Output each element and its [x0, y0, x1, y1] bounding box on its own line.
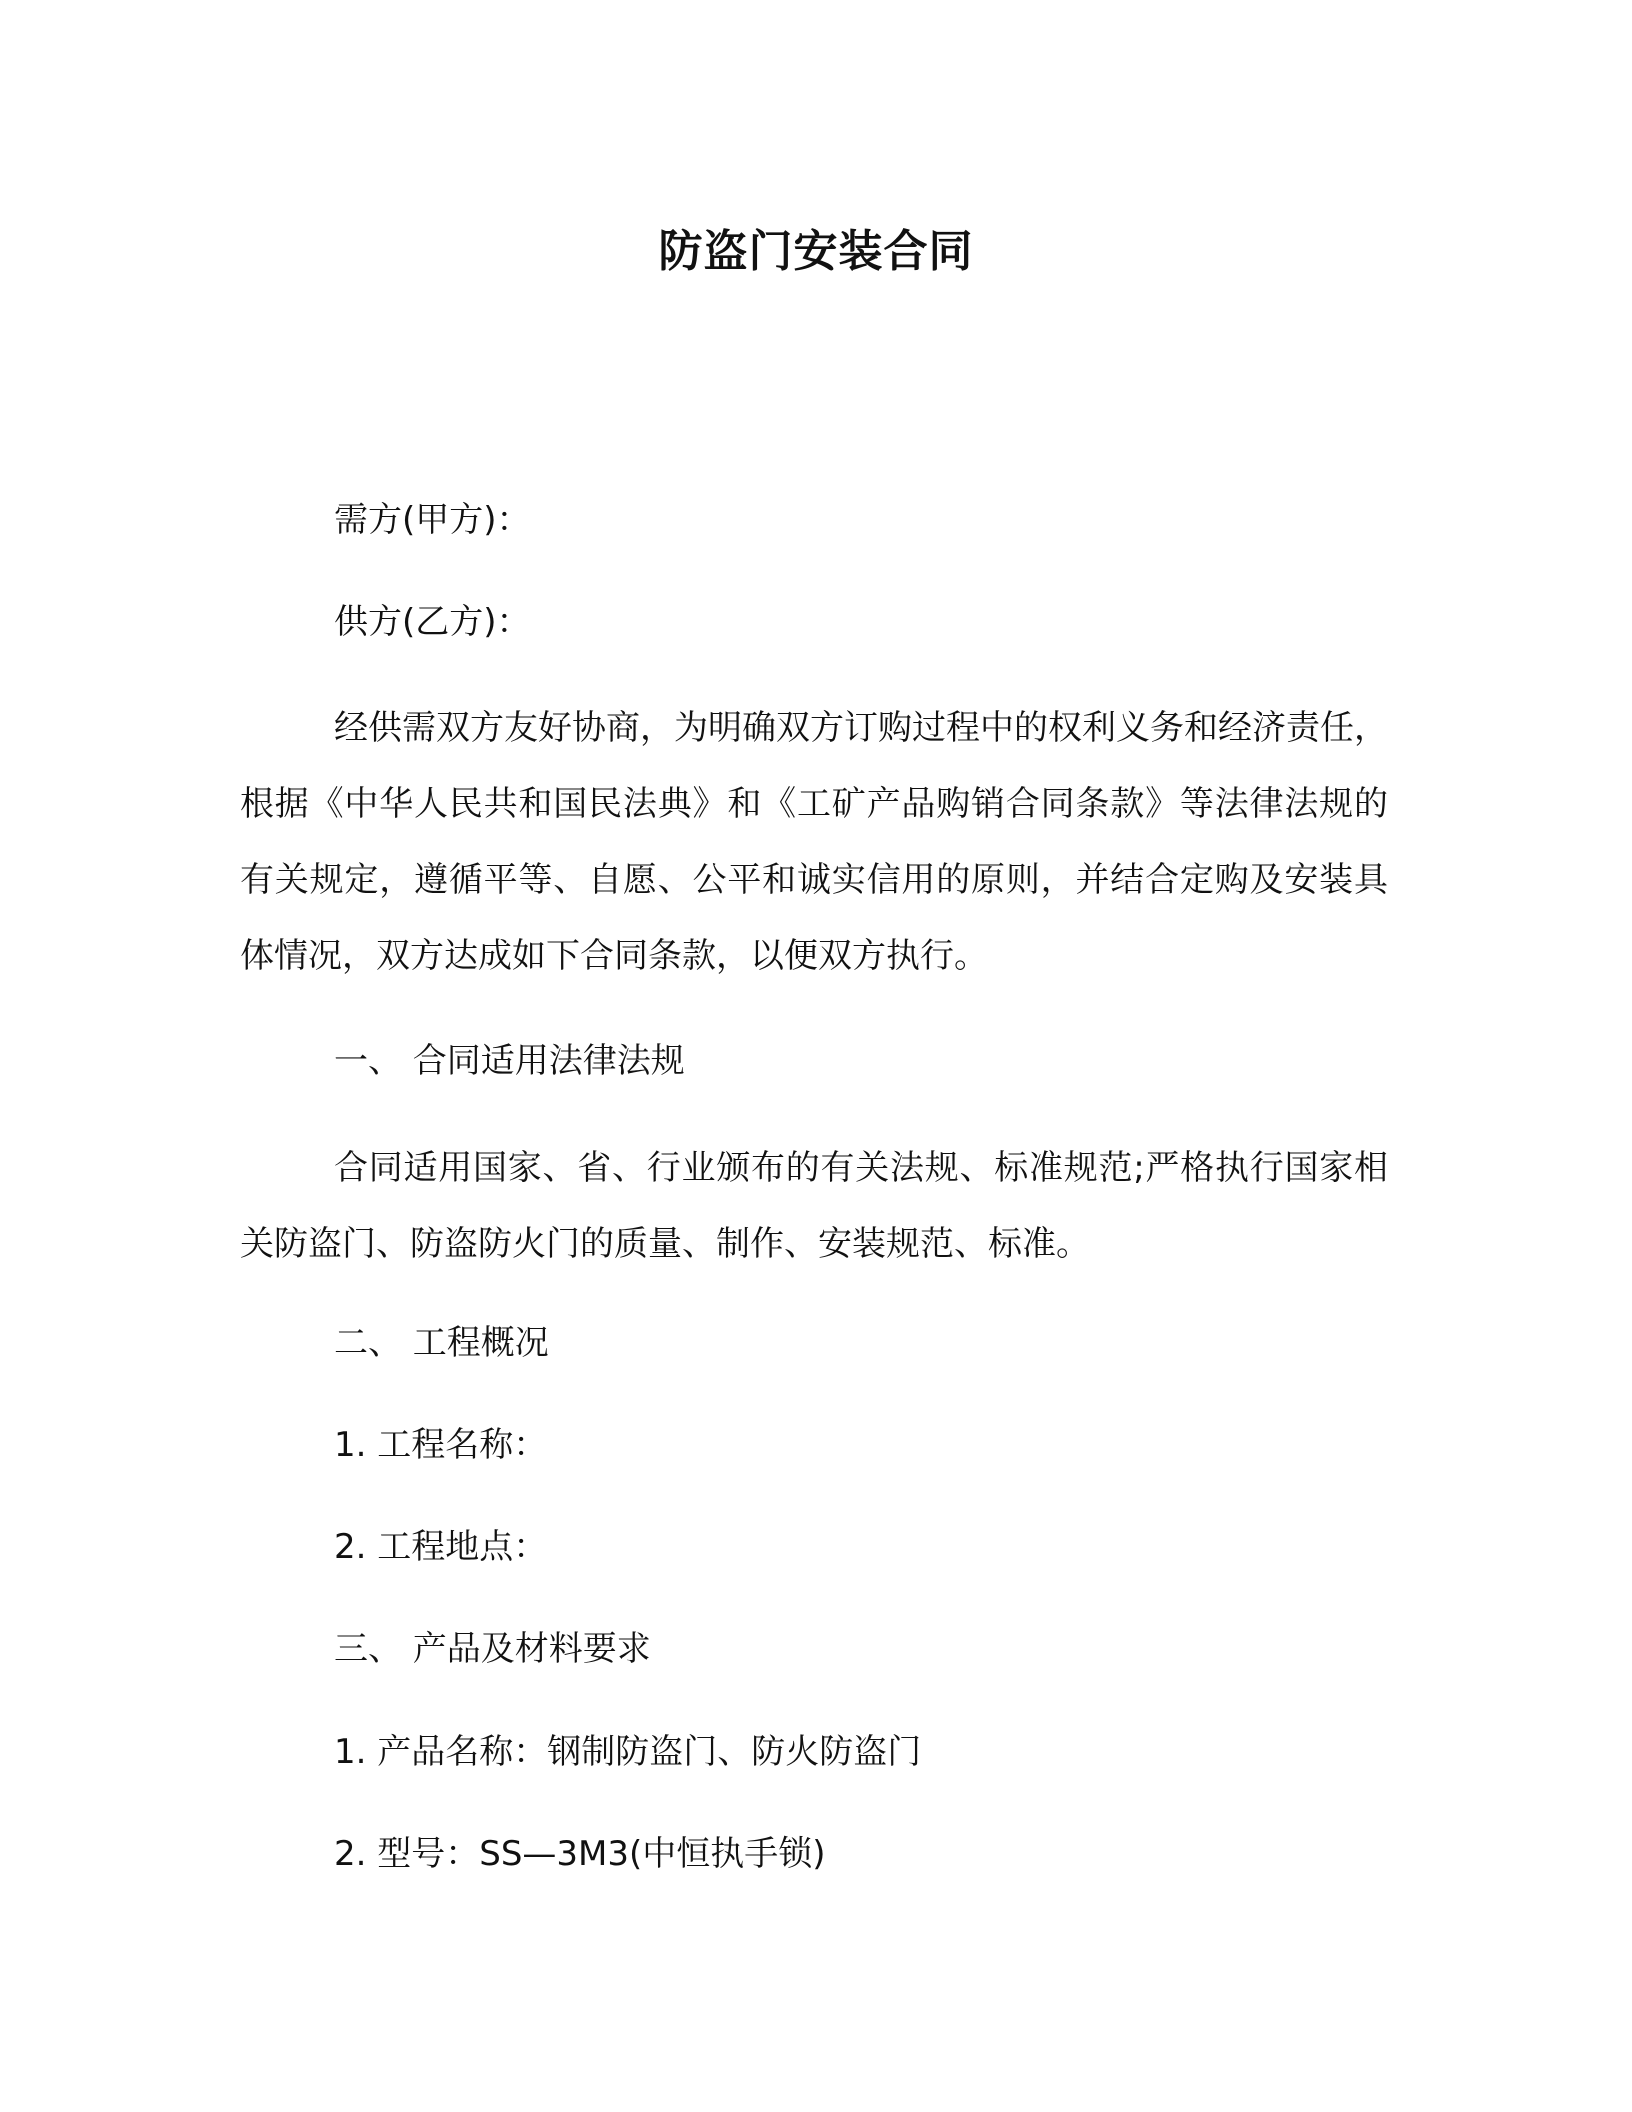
party-b-label: 供方(乙方)：	[334, 602, 531, 642]
party-a-label: 需方(甲方)：	[334, 500, 531, 540]
preamble-paragraph: 经供需双方友好协商，为明确双方订购过程中的权利义务和经济责任，根据《中华人民共和国民法典》和《工矿产品购销合同条款》等法律法规的有关规定，遵循平等、自愿、公平和诚实信用的原则，并结合定购及安装具体情况，双方达成如下合同条款，以便双方执行。	[240, 708, 1388, 976]
section-2-item-1: 1. 工程名称：	[334, 1425, 548, 1465]
section-2-heading: 二、 工程概况	[334, 1323, 549, 1363]
section-3-item-1: 1. 产品名称：钢制防盗门、防火防盗门	[334, 1732, 922, 1772]
document-title: 防盗门安装合同	[658, 226, 974, 277]
section-1-body: 合同适用国家、省、行业颁布的有关法规、标准规范;严格执行国家相关防盗门、防盗防火门的质量、制作、安装规范、标准。	[240, 1148, 1388, 1264]
section-2-item-2: 2. 工程地点：	[334, 1527, 548, 1567]
section-1-heading: 一、 合同适用法律法规	[334, 1041, 685, 1081]
section-3-item-2: 2. 型号：SS—3M3(中恒执手锁)	[334, 1834, 826, 1874]
section-3-heading: 三、 产品及材料要求	[334, 1629, 651, 1669]
